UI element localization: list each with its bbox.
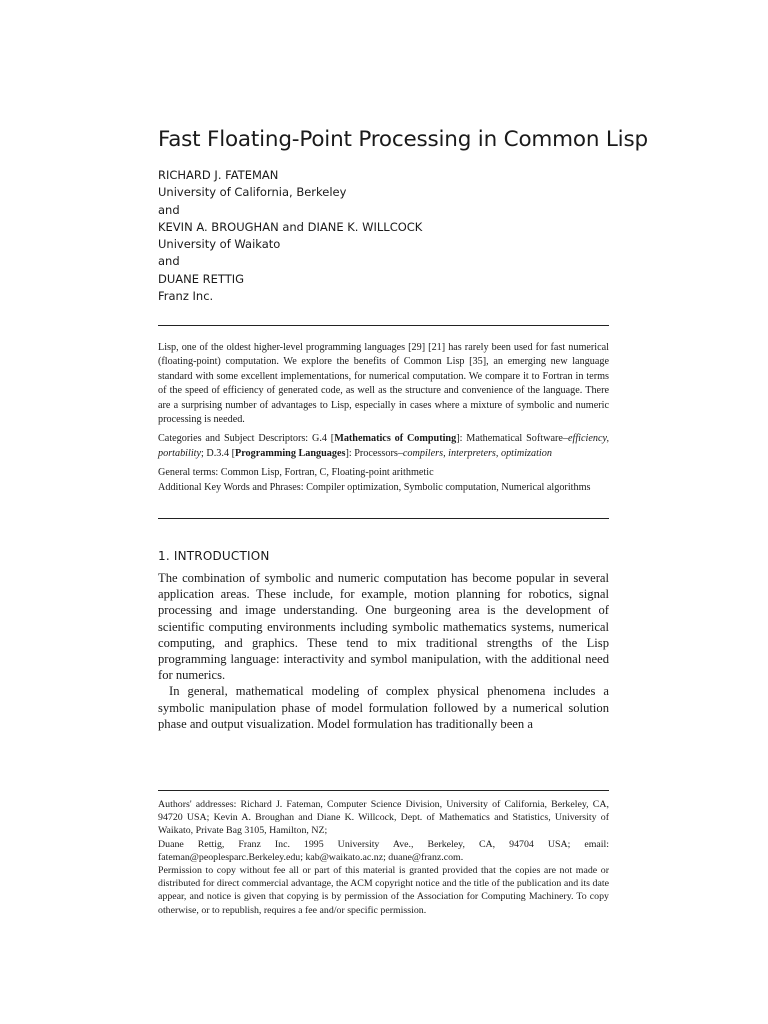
footnote-rule — [158, 790, 609, 791]
section-heading: 1. INTRODUCTION — [158, 549, 270, 563]
categories-text: ]: Processors– — [345, 447, 403, 459]
author-affiliation: Franz Inc. — [158, 289, 214, 304]
keywords: Additional Key Words and Phrases: Compiler optimization, Symbolic computation, Numerical algorithms — [158, 481, 591, 493]
categories-bold-term: Mathematics of Computing — [334, 433, 457, 445]
author-conjunction: and — [158, 202, 180, 217]
authors-addresses-continued: Duane Rettig, Franz Inc. 1995 University Ave., Berkeley, CA, 94704 USA; email: fateman@peoplesparc.Berkeley.edu; kab@waikato.ac.nz; duane@franz.com. — [158, 838, 609, 863]
general-terms: General terms: Common Lisp, Fortran, C, Floating-point arithmetic — [158, 467, 434, 479]
categories-italic-term: efficiency, portability — [158, 433, 609, 459]
authors-addresses: Authors' addresses: Richard J. Fateman, Computer Science Division, University of California, Berkeley, CA, 94720 USA; Kevin A. Broughan and Diane K. Willcock, Dept. of Mathematics and Statistics, University of Waikato, Private Bag 3105, Hamilton, NZ; — [158, 799, 609, 837]
author-affiliation: University of Waikato — [158, 237, 281, 252]
body-paragraph: The combination of symbolic and numeric computation has become popular in several application areas. These include, for example, motion planning for robotics, signal processing and image understanding. One burgeoning area is the development of scientific computing environments including symbolic mathematics systems, numerical computing, and graphics. These tend to mix traditional strengths of the Lisp programming language: interactivity and symbol manipulation, with the additional need for numerics. — [158, 571, 609, 683]
permission-notice: Permission to copy without fee all or part of this material is granted provided that the copies are not made or distributed for direct commercial advantage, the ACM copyright notice and the title of the publication and its date appear, and notice is given that copying is by permission of the Association for Computing Machinery. To copy otherwise, or to republish, requires a fee and/or specific permission. — [158, 865, 609, 916]
categories-text: ; D.3.4 [ — [201, 447, 235, 459]
author-name: DUANE RETTIG — [158, 271, 245, 286]
abstract-top-rule — [158, 325, 609, 326]
section-body — [158, 570, 609, 732]
categories-bold-term: Programming Languages — [234, 447, 346, 459]
author-affiliation: University of California, Berkeley — [158, 185, 347, 200]
paper-title: Fast Floating-Point Processing in Common Lisp — [158, 127, 648, 152]
abstract-block — [158, 341, 609, 495]
abstract-text: Lisp, one of the oldest higher-level programming languages [29] [21] has rarely been used for fast numerical (floating-point) computation. We explore the benefits of Common Lisp [35], an emerging new language standard with some excellent implementations, for numerical computation. We compare it to Fortran in terms of the speed of efficiency of generated code, as well as the structure and convenience of the language. There are a surprising number of advantages to Lisp, especially in cases where a mixture of symbolic and numeric processing is needed. — [158, 342, 609, 426]
categories-descriptors — [158, 432, 609, 461]
body-paragraph: In general, mathematical modeling of complex physical phenomena includes a symbolic manipulation phase of model formulation followed by a numerical solution phase and output visualization. Model formulation has traditionally been a — [158, 684, 609, 731]
categories-prefix: Categories and Subject Descriptors: G.4 [ — [158, 433, 335, 445]
author-block — [158, 167, 422, 305]
categories-italic-term: compilers, interpreters, optimization — [402, 447, 552, 459]
abstract-bottom-rule — [158, 518, 609, 519]
categories-text: ]: Mathematical Software– — [456, 433, 568, 445]
author-conjunction: and — [158, 254, 180, 269]
footnote-block — [158, 798, 609, 917]
author-name: KEVIN A. BROUGHAN and DIANE K. WILLCOCK — [158, 219, 423, 234]
author-name: RICHARD J. FATEMAN — [158, 168, 279, 182]
